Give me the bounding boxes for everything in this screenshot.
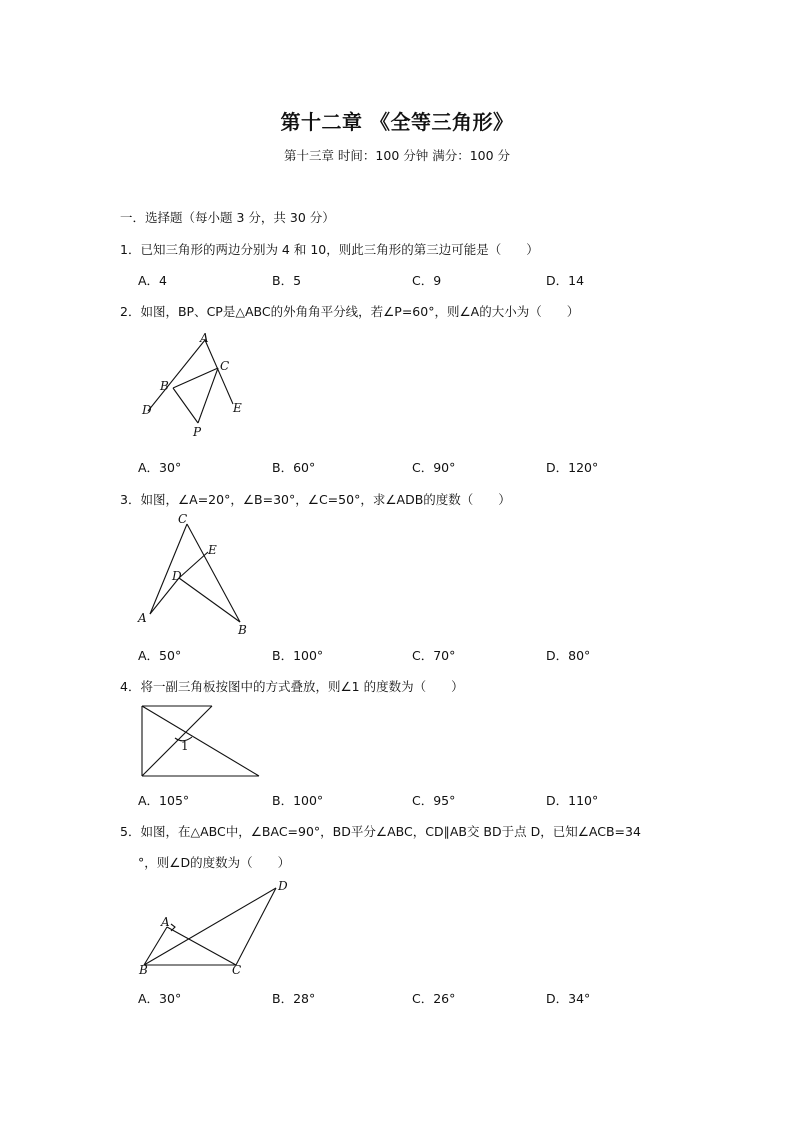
q2-label-c: C (220, 359, 230, 373)
question-4-stem: 4．将一副三角板按图中的方式叠放，则∠1 的度数为（ ） (120, 679, 464, 694)
page-title: 第十二章 《全等三角形》 (280, 110, 514, 134)
question-4-option-b[interactable]: B．100° (272, 793, 324, 808)
q2-label-b: B (160, 379, 169, 393)
question-3-option-d[interactable]: D．80° (546, 648, 591, 663)
question-5-option-d[interactable]: D．34° (546, 991, 591, 1006)
q3-label-c: C (178, 512, 188, 526)
question-1-option-d[interactable]: D．14 (546, 273, 585, 288)
q5-label-a: A (161, 915, 170, 929)
section-heading: 一．选择题（每小题 3 分，共 30 分） (120, 210, 335, 225)
q3-label-a: A (138, 611, 147, 625)
question-4-figure (135, 700, 265, 782)
question-3-stem: 3．如图，∠A=20°，∠B=30°，∠C=50°，求∠ADB的度数（ ） (120, 492, 511, 507)
question-5-option-a[interactable]: A．30° (138, 991, 182, 1006)
question-4-option-a[interactable]: A．105° (138, 793, 190, 808)
question-4-option-d[interactable]: D．110° (546, 793, 599, 808)
q5-label-d: D (278, 879, 288, 893)
q2-label-d: D (142, 403, 152, 417)
question-3-figure (130, 510, 260, 640)
question-2-option-b[interactable]: B．60° (272, 460, 316, 475)
q5-label-c: C (232, 963, 242, 977)
q5-label-b: B (139, 963, 148, 977)
question-4-option-c[interactable]: C．95° (412, 793, 456, 808)
question-5-stem-continued: °，则∠D的度数为（ ） (138, 855, 291, 870)
page-subtitle: 第十三章 时间：100 分钟 满分：100 分 (283, 148, 511, 163)
question-1-option-b[interactable]: B．5 (272, 273, 302, 288)
question-2-option-d[interactable]: D．120° (546, 460, 599, 475)
question-3-option-b[interactable]: B．100° (272, 648, 324, 663)
question-1-option-c[interactable]: C．9 (412, 273, 442, 288)
question-2-stem: 2．如图，BP、CP是△ABC的外角角平分线，若∠P=60°，则∠A的大小为（ ） (120, 304, 580, 319)
q3-label-e: E (208, 543, 217, 557)
question-5-option-c[interactable]: C．26° (412, 991, 456, 1006)
question-1-option-a[interactable]: A．4 (138, 273, 168, 288)
question-5-stem: 5．如图，在△ABC中，∠BAC=90°，BD平分∠ABC，CD∥AB交 BD于点 D，已知∠ACB=34 (120, 824, 641, 839)
question-3-option-c[interactable]: C．70° (412, 648, 456, 663)
q3-label-b: B (238, 623, 247, 637)
question-5-figure (135, 876, 295, 976)
question-1-stem: 1．已知三角形的两边分别为 4 和 10，则此三角形的第三边可能是（ ） (120, 242, 539, 257)
q4-label-1: 1 (181, 739, 189, 753)
question-2-option-a[interactable]: A．30° (138, 460, 182, 475)
q2-label-e: E (233, 401, 242, 415)
q2-label-a: A (200, 331, 209, 345)
question-2-figure (130, 328, 260, 443)
question-3-option-a[interactable]: A．50° (138, 648, 182, 663)
q3-label-d: D (172, 569, 182, 583)
question-2-option-c[interactable]: C．90° (412, 460, 456, 475)
q2-label-p: P (193, 425, 202, 439)
question-5-option-b[interactable]: B．28° (272, 991, 316, 1006)
